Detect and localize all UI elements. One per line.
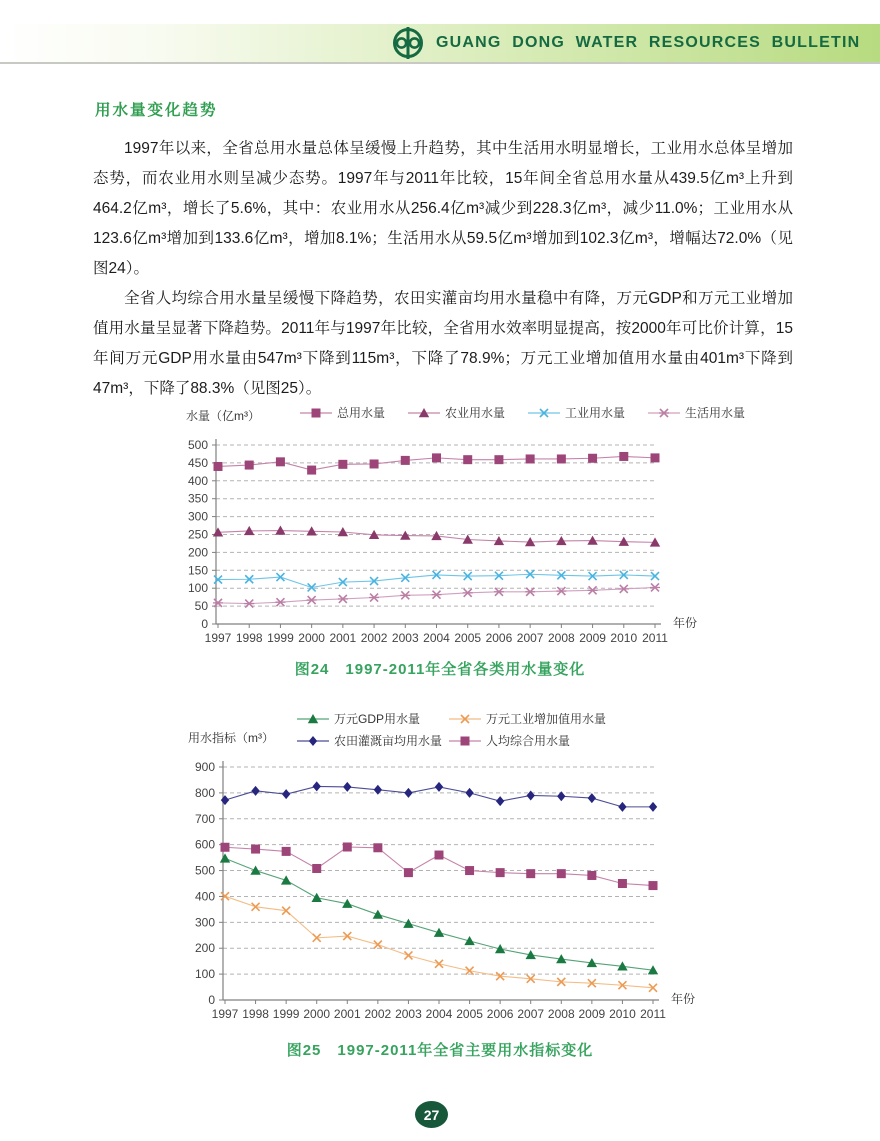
legend-label: 人均综合用水量 bbox=[486, 734, 571, 748]
svg-text:800: 800 bbox=[194, 785, 215, 800]
svg-text:100: 100 bbox=[194, 967, 215, 982]
legend-item bbox=[407, 404, 505, 421]
svg-text:900: 900 bbox=[194, 760, 215, 774]
legend-item bbox=[296, 710, 448, 727]
svg-text:500: 500 bbox=[194, 863, 215, 878]
svg-text:2007: 2007 bbox=[517, 1007, 545, 1021]
legend-label: 万元GDP用水量 bbox=[334, 712, 421, 726]
svg-text:2009: 2009 bbox=[579, 631, 606, 645]
bulletin-title: GUANG DONG WATER RESOURCES BULLETIN bbox=[436, 34, 861, 51]
svg-text:2005: 2005 bbox=[454, 631, 482, 645]
svg-text:2008: 2008 bbox=[547, 1007, 575, 1021]
chart24-legend bbox=[299, 404, 745, 421]
svg-text:250: 250 bbox=[187, 527, 208, 542]
svg-text:500: 500 bbox=[187, 438, 208, 452]
legend-label: 总用水量 bbox=[337, 406, 386, 420]
legend-label: 工业用水量 bbox=[565, 406, 626, 420]
svg-text:2000: 2000 bbox=[298, 631, 325, 645]
svg-text:1998: 1998 bbox=[242, 1007, 269, 1021]
triangle-marker-icon bbox=[296, 712, 330, 726]
svg-text:2001: 2001 bbox=[333, 1007, 361, 1021]
svg-text:300: 300 bbox=[194, 915, 215, 930]
svg-text:2004: 2004 bbox=[423, 631, 450, 645]
svg-text:2008: 2008 bbox=[548, 631, 575, 645]
svg-text:50: 50 bbox=[194, 599, 208, 614]
svg-text:400: 400 bbox=[187, 473, 208, 488]
svg-text:2003: 2003 bbox=[395, 1007, 422, 1021]
legend-item bbox=[448, 710, 606, 727]
svg-text:2004: 2004 bbox=[425, 1007, 453, 1021]
svg-text:0: 0 bbox=[208, 993, 215, 1007]
svg-text:2000: 2000 bbox=[303, 1007, 331, 1021]
svg-text:1997: 1997 bbox=[204, 631, 232, 645]
chart24-y-axis-label: 水量（亿m³） bbox=[186, 409, 260, 423]
svg-text:150: 150 bbox=[187, 563, 208, 578]
svg-text:2005: 2005 bbox=[456, 1007, 483, 1021]
square-marker-icon bbox=[299, 406, 333, 420]
svg-text:2009: 2009 bbox=[578, 1007, 606, 1021]
chart25-legend bbox=[296, 710, 606, 749]
svg-text:2006: 2006 bbox=[486, 1007, 514, 1021]
page-number-badge: 27 bbox=[415, 1101, 448, 1128]
water-use-by-category-chart bbox=[180, 433, 700, 648]
svg-text:2002: 2002 bbox=[364, 1007, 392, 1021]
svg-text:2002: 2002 bbox=[360, 631, 388, 645]
svg-text:2001: 2001 bbox=[329, 631, 357, 645]
legend-item bbox=[296, 732, 448, 749]
water-use-indicators-chart bbox=[180, 753, 700, 1038]
diamond-marker-icon bbox=[296, 734, 330, 748]
svg-text:0: 0 bbox=[201, 617, 208, 631]
legend-label: 农业用水量 bbox=[445, 406, 506, 420]
legend-item bbox=[299, 404, 385, 421]
svg-text:200: 200 bbox=[194, 941, 215, 956]
body-text bbox=[93, 134, 793, 404]
svg-text:450: 450 bbox=[187, 455, 208, 470]
svg-text:100: 100 bbox=[187, 581, 208, 596]
water-emblem-icon bbox=[391, 26, 425, 60]
svg-text:2003: 2003 bbox=[391, 631, 419, 645]
svg-text:2011: 2011 bbox=[642, 631, 668, 645]
paragraph-2: 全省人均综合用水量呈缓慢下降趋势，农田实灌亩均用水量稳中有降，万元GDP和万元工业增加值用水量呈显著下降趋势。2011年与1997年比较，全省用水效率明显提高，按2000年可比价计算，15年间万元GDP用水量由547m³下降到115m³，下降了78.9%；万元工业增加值用水量由401m³下降到47m³，下降了88.3%（见图25）。 bbox=[93, 290, 793, 397]
legend-item bbox=[647, 404, 745, 421]
svg-text:1998: 1998 bbox=[235, 631, 263, 645]
svg-text:2007: 2007 bbox=[516, 631, 544, 645]
paragraph-1: 1997年以来，全省总用水量总体呈缓慢上升趋势，其中生活用水明显增长，工业用水总体呈增加态势，而农业用水则呈减少态势。1997年与2011年比较，15年间全省总用水量从439.5亿m³上升到464.2亿m³，增长了5.6%，其中：农业用水从256.4亿m³减少到228.3亿m³，减少11.0%；工业用水从123.6亿m³增加到133.6亿m³，增加8.1%；生活用水从59.5亿m³增加到102.3亿m³，增幅达72.0%（见图24）。 bbox=[93, 140, 793, 277]
svg-text:1999: 1999 bbox=[267, 631, 294, 645]
svg-text:600: 600 bbox=[194, 837, 215, 852]
svg-text:年份: 年份 bbox=[671, 992, 696, 1006]
svg-text:350: 350 bbox=[187, 491, 208, 506]
header-divider bbox=[0, 62, 880, 64]
svg-text:200: 200 bbox=[187, 545, 208, 560]
legend-label: 农田灌溉亩均用水量 bbox=[334, 734, 443, 748]
x-marker-icon bbox=[448, 712, 482, 726]
svg-text:2010: 2010 bbox=[609, 1007, 636, 1021]
svg-text:1997: 1997 bbox=[211, 1007, 239, 1021]
svg-text:2006: 2006 bbox=[485, 631, 513, 645]
asterisk-marker-icon bbox=[647, 406, 681, 420]
chart25-caption: 图25 1997-2011年全省主要用水指标变化 bbox=[286, 1042, 594, 1059]
svg-text:300: 300 bbox=[187, 509, 208, 524]
legend-label: 生活用水量 bbox=[685, 406, 746, 420]
legend-item bbox=[527, 404, 625, 421]
chart24-caption: 图24 1997-2011年全省各类用水量变化 bbox=[294, 661, 586, 678]
chart25-y-axis-label: 用水指标（m³） bbox=[188, 731, 274, 745]
svg-text:2010: 2010 bbox=[610, 631, 638, 645]
legend-item bbox=[448, 732, 606, 749]
svg-text:400: 400 bbox=[194, 889, 215, 904]
svg-text:年份: 年份 bbox=[673, 616, 698, 630]
x-marker-icon bbox=[527, 406, 561, 420]
square-marker-icon bbox=[448, 734, 482, 748]
legend-label: 万元工业增加值用水量 bbox=[486, 712, 607, 726]
svg-text:2011: 2011 bbox=[640, 1007, 666, 1021]
svg-text:700: 700 bbox=[194, 811, 215, 826]
svg-text:1999: 1999 bbox=[272, 1007, 300, 1021]
section-heading: 用水量变化趋势 bbox=[95, 102, 218, 119]
triangle-marker-icon bbox=[407, 406, 441, 420]
